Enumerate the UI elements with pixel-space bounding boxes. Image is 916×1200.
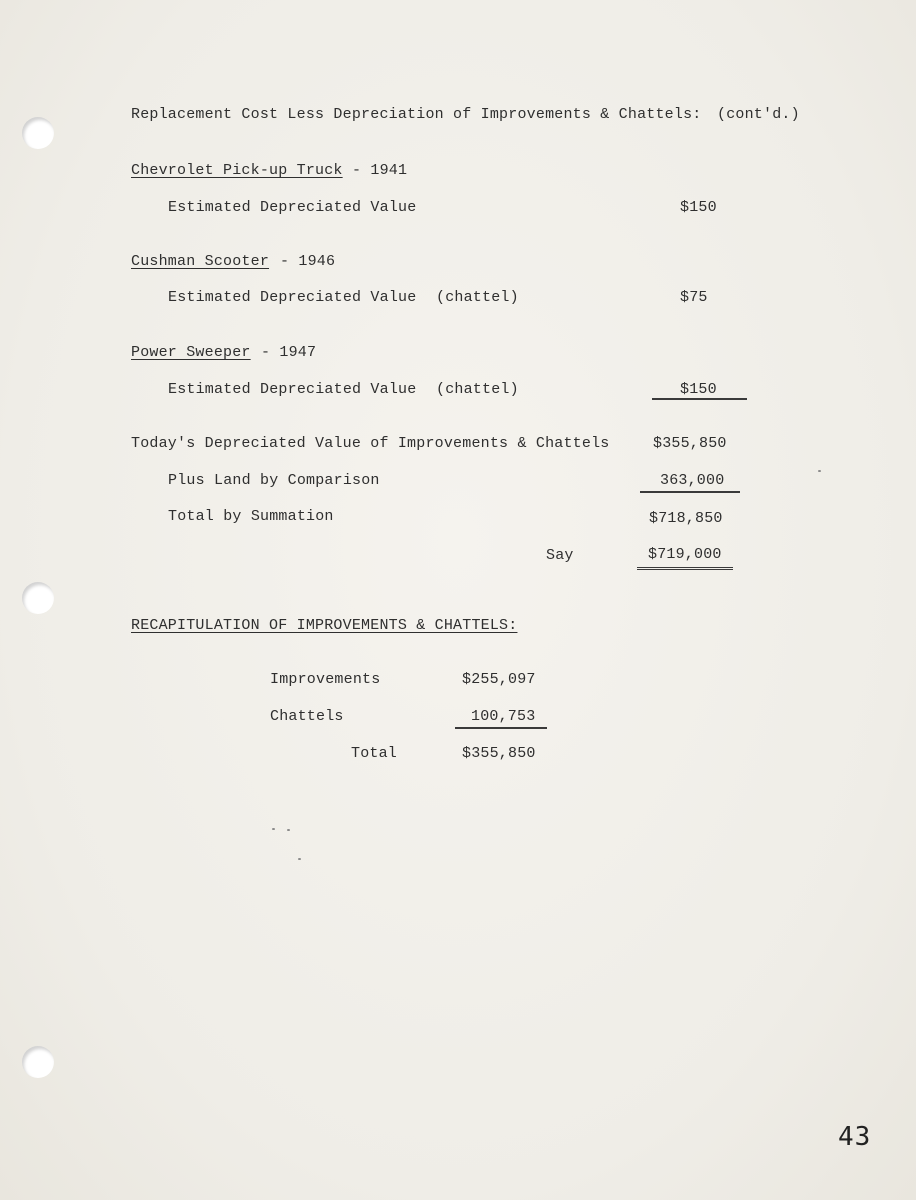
item-value-cushman: $75 <box>680 289 708 306</box>
todays-value-label: Today's Depreciated Value of Improvements & Chattels <box>131 435 610 452</box>
item-year-cushman: - 1946 <box>280 253 336 270</box>
item-label-cushman: Estimated Depreciated Value <box>168 289 417 306</box>
item-value-chevrolet: $150 <box>680 199 717 216</box>
recap-total-label: Total <box>351 745 398 762</box>
recap-rule <box>455 727 547 729</box>
say-double-rule <box>637 567 733 570</box>
item-label-chevrolet: Estimated Depreciated Value <box>168 199 417 216</box>
recap-chattels-label: Chattels <box>270 708 344 725</box>
paper-speck <box>818 470 821 472</box>
binder-hole-bottom <box>22 1046 54 1078</box>
item-label-power-sweeper: Estimated Depreciated Value <box>168 381 417 398</box>
item-name-cushman: Cushman Scooter <box>131 253 270 270</box>
page-heading: Replacement Cost Less Depreciation of Improvements & Chattels: <box>131 106 702 123</box>
item-year-power-sweeper: - 1947 <box>261 344 317 361</box>
land-amount: 363,000 <box>660 472 725 489</box>
item-year-chevrolet: - 1941 <box>352 162 408 179</box>
continued-note: (cont'd.) <box>717 106 800 123</box>
subtotal-rule <box>652 398 747 400</box>
paper-speck <box>298 858 301 860</box>
page-number: 43 <box>838 1122 872 1152</box>
recap-improvements-amount: $255,097 <box>462 671 536 688</box>
recap-improvements-label: Improvements <box>270 671 381 688</box>
recap-total-amount: $355,850 <box>462 745 536 762</box>
recap-chattels-amount: 100,753 <box>471 708 536 725</box>
item-name-power-sweeper: Power Sweeper <box>131 344 251 361</box>
binder-hole-middle <box>22 582 54 614</box>
total-summation-label: Total by Summation <box>168 508 334 525</box>
paper-speck <box>272 828 275 830</box>
item-name-chevrolet: Chevrolet Pick-up Truck <box>131 162 343 179</box>
land-rule <box>640 491 740 493</box>
item-qualifier-cushman: (chattel) <box>436 289 519 306</box>
binder-hole-top <box>22 117 54 149</box>
say-label: Say <box>546 547 574 564</box>
item-qualifier-power-sweeper: (chattel) <box>436 381 519 398</box>
land-label: Plus Land by Comparison <box>168 472 380 489</box>
item-value-power-sweeper: $150 <box>680 381 717 398</box>
paper-speck <box>287 829 290 831</box>
say-amount: $719,000 <box>648 546 722 563</box>
recap-heading: RECAPITULATION OF IMPROVEMENTS & CHATTELS: <box>131 617 518 634</box>
total-summation-amount: $718,850 <box>649 510 723 527</box>
todays-value-amount: $355,850 <box>653 435 727 452</box>
